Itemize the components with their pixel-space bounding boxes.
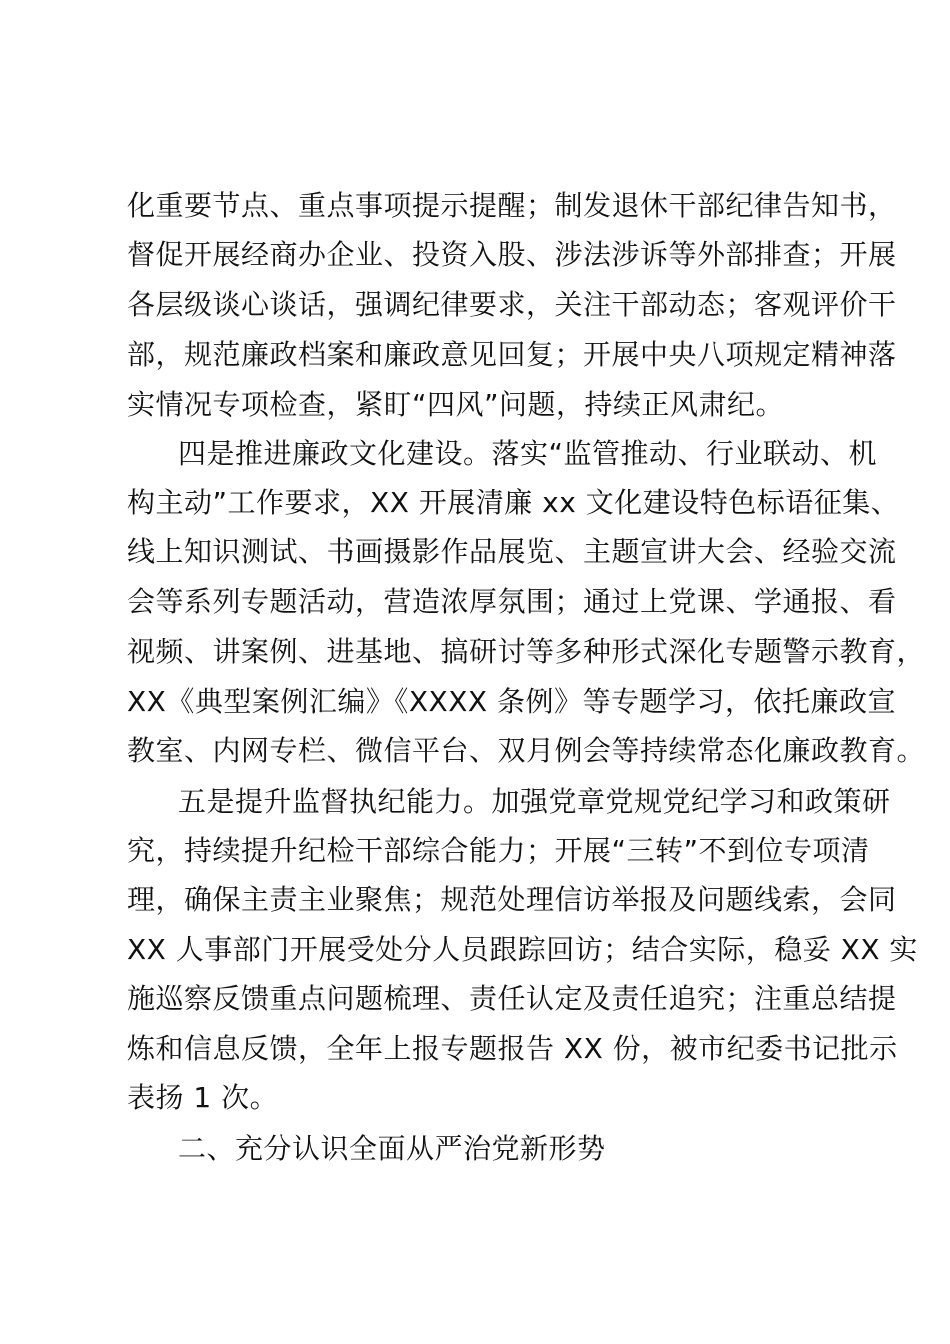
text-line: 督促开展经商办企业、投资入股、涉法涉诉等外部排查；开展 — [127, 238, 897, 271]
text-line: XX《典型案例汇编》《XXXX 条例》等专题学习，依托廉政宣 — [127, 685, 896, 718]
text-line: 教室、内网专栏、微信平台、双月例会等持续常态化廉政教育。 — [127, 734, 926, 767]
text-line: 施巡察反馈重点问题梳理、责任认定及责任追究；注重总结提 — [127, 982, 897, 1015]
text-line: 构主动”工作要求，XX 开展清廉 xx 文化建设特色标语征集、 — [127, 486, 900, 519]
text-line: 视频、讲案例、进基地、搞研讨等多种形式深化专题警示教育， — [127, 635, 926, 668]
text-line: 部，规范廉政档案和廉政意见回复；开展中央八项规定精神落 — [127, 338, 897, 371]
text-line: 各层级谈心谈话，强调纪律要求，关注干部动态；客观评价干 — [127, 288, 897, 321]
text-line: 会等系列专题活动，营造浓厚氛围；通过上党课、学通报、看 — [127, 585, 897, 618]
text-line: 化重要节点、重点事项提示提醒；制发退休干部纪律告知书， — [127, 189, 897, 222]
text-line: 表扬 1 次。 — [127, 1081, 279, 1114]
paragraph-first-line: 四是推进廉政文化建设。落实“监管推动、行业联动、机 — [178, 437, 878, 470]
text-line: XX 人事部门开展受处分人员跟踪回访；结合实际，稳妥 XX 实 — [127, 933, 918, 966]
section-heading: 二、充分认识全面从严治党新形势 — [178, 1132, 606, 1165]
text-line: 线上知识测试、书画摄影作品展览、主题宣讲大会、经验交流 — [127, 535, 897, 568]
paragraph-first-line: 五是提升监督执纪能力。加强党章党规党纪学习和政策研 — [178, 785, 891, 818]
text-line: 理，确保主责主业聚焦；规范处理信访举报及问题线索，会同 — [127, 883, 897, 916]
text-line: 炼和信息反馈，全年上报专题报告 XX 份，被市纪委书记批示 — [127, 1032, 898, 1065]
text-line: 实情况专项检查，紧盯“四风”问题，持续正风肃纪。 — [127, 388, 785, 421]
text-line: 究，持续提升纪检干部综合能力；开展“三转”不到位专项清 — [127, 834, 870, 867]
